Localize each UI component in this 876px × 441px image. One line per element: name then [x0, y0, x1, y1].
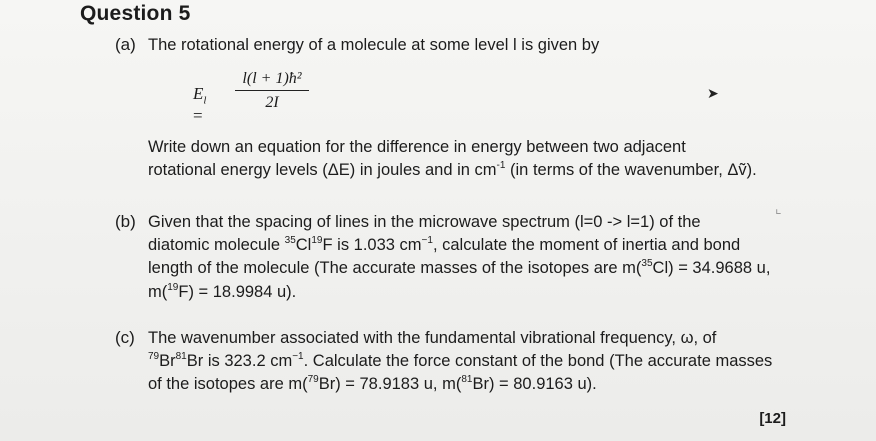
equation-numerator: l(l + 1)ħ²	[242, 70, 302, 87]
part-b-line-3: length of the molecule (The accurate masses of the isotopes are m($^{35}$Cl) = 34.9688 u,	[148, 258, 771, 277]
part-b-line-1: Given that the spacing of lines in the microwave spectrum (l=0 -> l=1) of the	[148, 213, 701, 231]
part-a-line-1: The rotational energy of a molecule at some level l is given by	[148, 36, 600, 54]
equation-denominator: 2I	[265, 94, 279, 111]
equation-lhs: $E_l$ =	[193, 84, 207, 126]
part-b-label: (b)	[115, 212, 136, 231]
part-a-line-2: Write down an equation for the difference in energy between two adjacent	[148, 138, 686, 156]
equation-fraction	[235, 70, 309, 112]
part-c-label: (c)	[115, 328, 135, 347]
marks-total: [12]	[759, 410, 786, 427]
corner-mark: ⌞	[775, 200, 782, 216]
part-c-line-2: $^{79}$Br$^{81}$Br is 323.2 $cm^{-1}$. Calculate the force constant of the bond (The accurate masses	[148, 351, 773, 370]
part-a-line-3: rotational energy levels (ΔE) in joules and in $cm^{-1}$ (in terms of the wavenumber, Δṽ).	[148, 160, 757, 179]
cursor-arrow-icon: ➤	[707, 85, 719, 101]
question-title: Question 5	[80, 2, 191, 25]
part-c-line-3: of the isotopes are m($^{79}$Br) = 78.9183 u, m($^{81}$Br) = 80.9163 u).	[148, 374, 597, 393]
part-a-label: (a)	[115, 35, 136, 54]
fraction-bar	[235, 90, 309, 91]
part-c-line-1: The wavenumber associated with the fundamental vibrational frequency, ω, of	[148, 329, 717, 347]
part-b-line-2: diatomic molecule $^{35}$Cl$^{19}$F is 1.033 $cm^{-1}$, calculate the moment of inertia and bond	[148, 235, 741, 254]
part-b-line-4: m($^{19}$F) = 18.9984 u).	[148, 282, 297, 301]
